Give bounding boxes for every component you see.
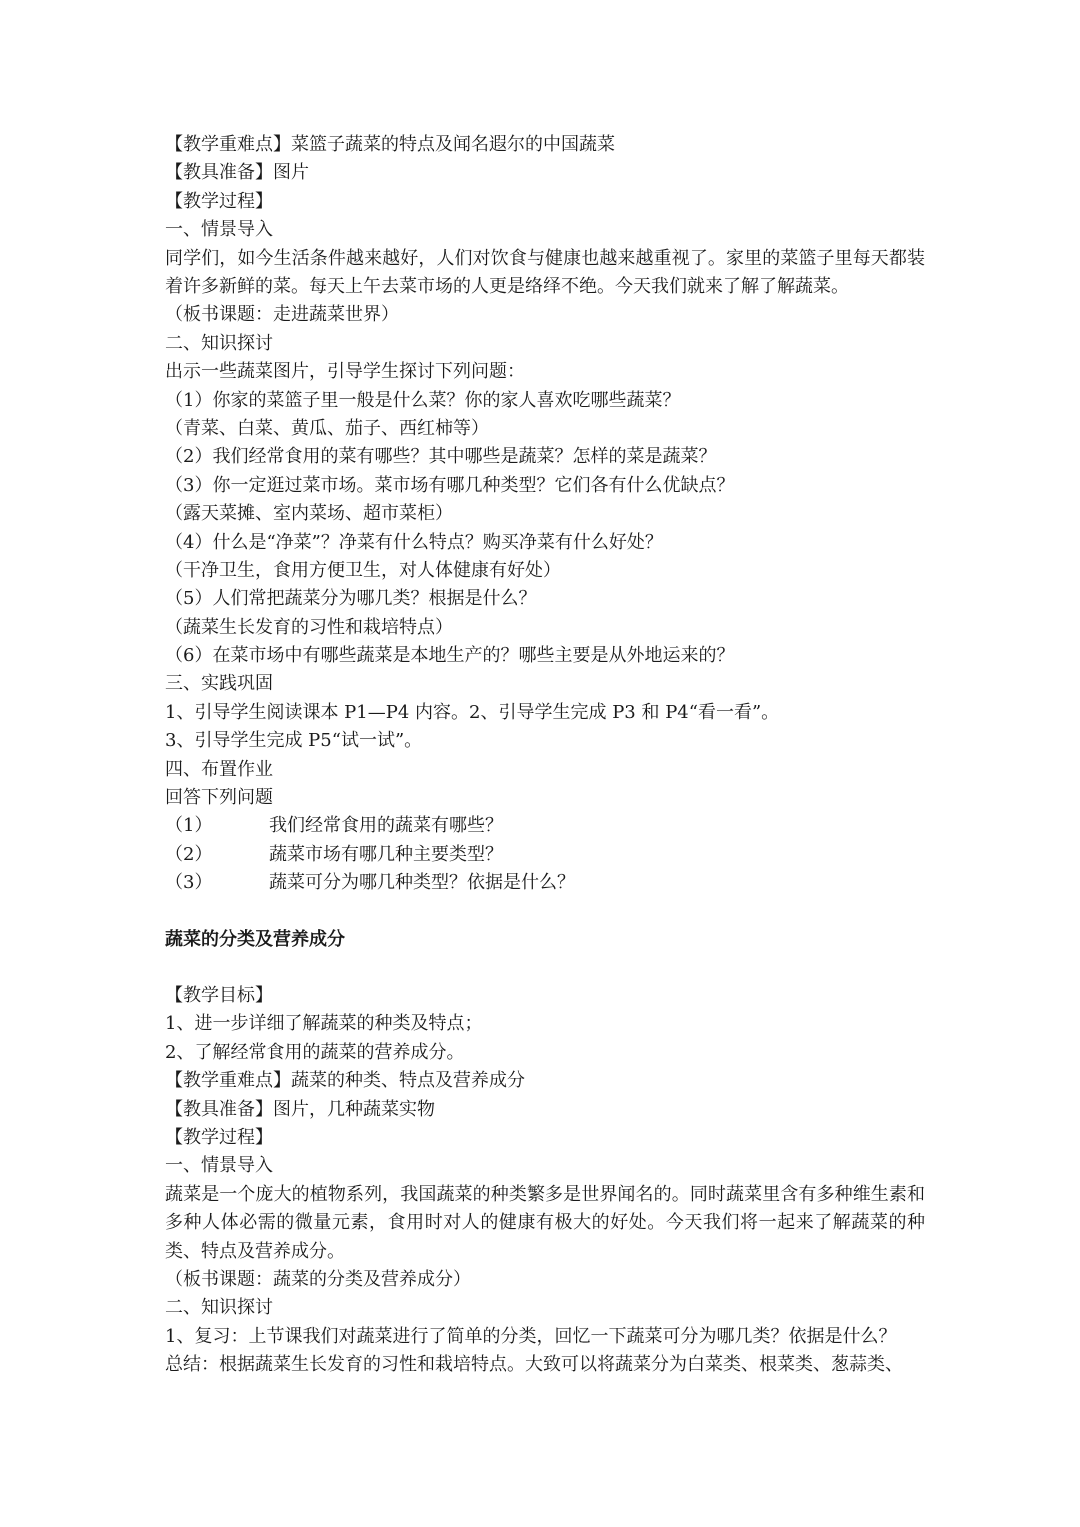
goal-item: 2、了解经常食用的蔬菜的营养成分。 — [165, 1041, 465, 1063]
homework-item-text: 蔬菜可分为哪几种类型？依据是什么？ — [269, 872, 575, 894]
practice-line: 3、引导学生完成 P5“试一试”。 — [165, 730, 423, 752]
homework-item-number: （3） — [165, 872, 213, 894]
board-title: （板书课题：走进蔬菜世界） — [165, 304, 399, 326]
explore-line: （2）我们经常食用的菜有哪些？其中哪些是蔬菜？怎样的菜是蔬菜？ — [165, 446, 717, 468]
explore-line: （4）什么是“净菜”？净菜有什么特点？购买净菜有什么好处？ — [165, 531, 663, 553]
explore-heading: 二、知识探讨 — [165, 1297, 273, 1319]
homework-item-text: 蔬菜市场有哪几种主要类型？ — [269, 843, 503, 865]
key-points: 【教学重难点】蔬菜的种类、特点及营养成分 — [165, 1070, 525, 1092]
explore-line: （干净卫生，食用方便卫生，对人体健康有好处） — [165, 559, 561, 581]
explore-line: （蔬菜生长发育的习性和栽培特点） — [165, 616, 453, 638]
homework-item — [165, 841, 925, 869]
explore-line: （1）你家的菜篮子里一般是什么菜？你的家人喜欢吃哪些蔬菜？ — [165, 389, 681, 411]
intro-paragraph: 同学们，如今生活条件越来越好，人们对饮食与健康也越来越重视了。家里的菜篮子里每天都装着许多新鲜的菜。每天上午去菜市场的人更是络绎不绝。今天我们就来了解了解蔬菜。 — [165, 247, 925, 297]
document-content — [165, 131, 925, 1380]
process-heading: 【教学过程】 — [165, 1126, 273, 1148]
homework-item-number: （2） — [165, 843, 213, 865]
board-title: （板书课题：蔬菜的分类及营养成分） — [165, 1268, 471, 1290]
summary-line: 总结：根据蔬菜生长发育的习性和栽培特点。大致可以将蔬菜分为白菜类、根菜类、葱蒜类、 — [165, 1354, 903, 1376]
intro-heading: 一、情景导入 — [165, 219, 273, 241]
explore-line: （青菜、白菜、黄瓜、茄子、西红柿等） — [165, 417, 489, 439]
homework-intro: 回答下列问题 — [165, 787, 273, 809]
practice-heading: 三、实践巩固 — [165, 673, 273, 695]
review-line: 1、复习：上节课我们对蔬菜进行了简单的分类，回忆一下蔬菜可分为哪几类？依据是什么？ — [165, 1325, 897, 1347]
materials: 【教具准备】图片 — [165, 162, 309, 184]
intro-heading: 一、情景导入 — [165, 1155, 273, 1177]
intro-paragraph: 蔬菜是一个庞大的植物系列，我国蔬菜的种类繁多是世界闻名的。同时蔬菜里含有多种维生素和多种人体必需的微量元素，食用时对人的健康有极大的好处。今天我们将一起来了解蔬菜的种类、特点及营养成分。 — [165, 1183, 925, 1262]
explore-line: （5）人们常把蔬菜分为哪几类？根据是什么？ — [165, 588, 537, 610]
homework-item-number: （1） — [165, 815, 213, 837]
explore-line: 出示一些蔬菜图片，引导学生探讨下列问题： — [165, 361, 525, 383]
homework-item — [165, 869, 925, 897]
homework-item-text: 我们经常食用的蔬菜有哪些？ — [269, 815, 503, 837]
goals-heading: 【教学目标】 — [165, 984, 273, 1006]
explore-line: （3）你一定逛过菜市场。菜市场有哪几种类型？它们各有什么优缺点？ — [165, 474, 735, 496]
homework-item — [165, 812, 925, 840]
key-points: 【教学重难点】菜篮子蔬菜的特点及闻名遐尔的中国蔬菜 — [165, 134, 615, 155]
explore-heading: 二、知识探讨 — [165, 332, 273, 354]
section-title: 蔬菜的分类及营养成分 — [165, 928, 345, 950]
explore-line: （露天菜摊、室内菜场、超市菜柜） — [165, 503, 453, 525]
practice-line: 1、引导学生阅读课本 P1—P4 内容。2、引导学生完成 P3 和 P4“看一看”。 — [165, 701, 780, 723]
goal-item: 1、进一步详细了解蔬菜的种类及特点； — [165, 1013, 483, 1035]
materials: 【教具准备】图片，几种蔬菜实物 — [165, 1098, 435, 1120]
explore-line: （6）在菜市场中有哪些蔬菜是本地生产的？哪些主要是从外地运来的？ — [165, 645, 735, 667]
process-heading: 【教学过程】 — [165, 190, 273, 212]
homework-heading: 四、布置作业 — [165, 758, 273, 780]
